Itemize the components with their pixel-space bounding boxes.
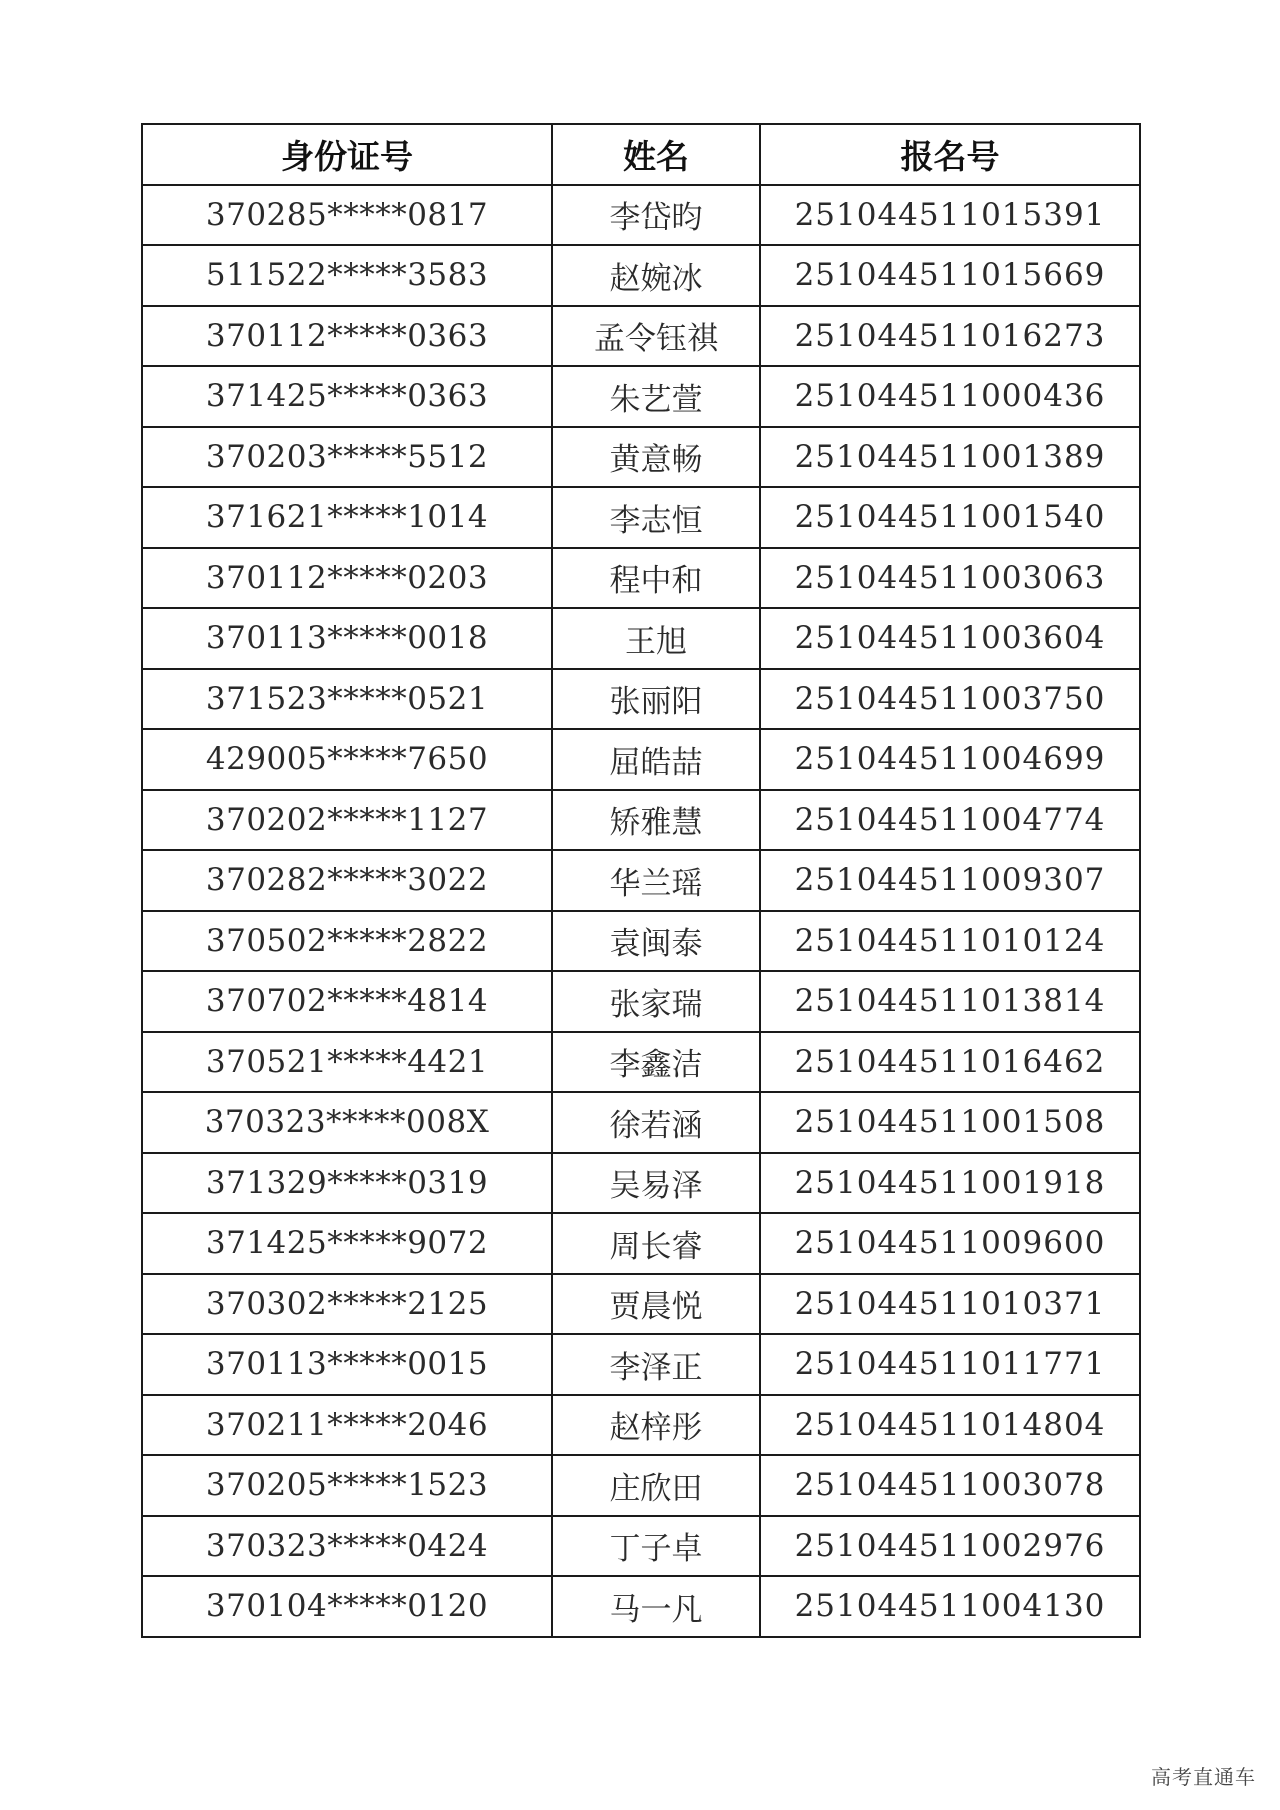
name-cell: 丁子卓 [552, 1516, 760, 1577]
name-cell: 李志恒 [552, 487, 760, 548]
name-cell: 孟令钰祺 [552, 306, 760, 367]
id-number-cell: 370323*****0424 [142, 1516, 552, 1577]
id-number-cell: 370285*****0817 [142, 185, 552, 246]
id-number-cell: 370502*****2822 [142, 911, 552, 972]
table-row [142, 1092, 1140, 1153]
table-header-row [142, 124, 1140, 185]
name-cell: 吴易泽 [552, 1153, 760, 1214]
name-cell: 庄欣田 [552, 1455, 760, 1516]
header-name: 姓名 [552, 124, 760, 185]
registration-number-cell: 251044511016462 [760, 1032, 1140, 1093]
registration-number-cell: 251044511003078 [760, 1455, 1140, 1516]
table-row [142, 1395, 1140, 1456]
registration-number-cell: 251044511010371 [760, 1274, 1140, 1335]
name-cell: 李岱昀 [552, 185, 760, 246]
id-number-cell: 371523*****0521 [142, 669, 552, 730]
table-row [142, 427, 1140, 488]
table-row [142, 1274, 1140, 1335]
id-number-cell: 370702*****4814 [142, 971, 552, 1032]
name-cell: 赵梓彤 [552, 1395, 760, 1456]
name-cell: 矫雅慧 [552, 790, 760, 851]
watermark: 高考直通车 [1151, 1765, 1256, 1789]
registration-number-cell: 251044511004774 [760, 790, 1140, 851]
name-cell: 黄意畅 [552, 427, 760, 488]
id-number-cell: 370302*****2125 [142, 1274, 552, 1335]
table-row [142, 1576, 1140, 1637]
header-registration-number: 报名号 [760, 124, 1140, 185]
table-row [142, 729, 1140, 790]
table-row [142, 850, 1140, 911]
id-number-cell: 370282*****3022 [142, 850, 552, 911]
name-cell: 华兰瑶 [552, 850, 760, 911]
name-cell: 张家瑞 [552, 971, 760, 1032]
id-number-cell: 370323*****008X [142, 1092, 552, 1153]
name-cell: 贾晨悦 [552, 1274, 760, 1335]
registration-number-cell: 251044511009307 [760, 850, 1140, 911]
registration-number-cell: 251044511000436 [760, 366, 1140, 427]
name-cell: 李泽正 [552, 1334, 760, 1395]
registration-number-cell: 251044511001918 [760, 1153, 1140, 1214]
registration-number-cell: 251044511014804 [760, 1395, 1140, 1456]
id-number-cell: 370211*****2046 [142, 1395, 552, 1456]
id-number-cell: 371329*****0319 [142, 1153, 552, 1214]
id-number-cell: 429005*****7650 [142, 729, 552, 790]
table-row [142, 911, 1140, 972]
registration-number-cell: 251044511001540 [760, 487, 1140, 548]
table-row [142, 366, 1140, 427]
name-cell: 赵婉冰 [552, 245, 760, 306]
id-number-cell: 370112*****0203 [142, 548, 552, 609]
id-number-cell: 370205*****1523 [142, 1455, 552, 1516]
id-number-cell: 370112*****0363 [142, 306, 552, 367]
candidate-table [141, 123, 1141, 1638]
registration-number-cell: 251044511003750 [760, 669, 1140, 730]
id-number-cell: 370113*****0018 [142, 608, 552, 669]
name-cell: 周长睿 [552, 1213, 760, 1274]
name-cell: 程中和 [552, 548, 760, 609]
table-row [142, 487, 1140, 548]
table-row [142, 306, 1140, 367]
table-body [142, 185, 1140, 1637]
id-number-cell: 370521*****4421 [142, 1032, 552, 1093]
id-number-cell: 371425*****9072 [142, 1213, 552, 1274]
table-row [142, 1455, 1140, 1516]
header-id-number: 身份证号 [142, 124, 552, 185]
registration-number-cell: 251044511015669 [760, 245, 1140, 306]
table-row [142, 669, 1140, 730]
registration-number-cell: 251044511003063 [760, 548, 1140, 609]
registration-number-cell: 251044511010124 [760, 911, 1140, 972]
registration-number-cell: 251044511003604 [760, 608, 1140, 669]
id-number-cell: 370202*****1127 [142, 790, 552, 851]
name-cell: 张丽阳 [552, 669, 760, 730]
table-row [142, 1334, 1140, 1395]
name-cell: 马一凡 [552, 1576, 760, 1637]
registration-number-cell: 251044511011771 [760, 1334, 1140, 1395]
table-row [142, 245, 1140, 306]
id-number-cell: 370203*****5512 [142, 427, 552, 488]
name-cell: 朱艺萱 [552, 366, 760, 427]
id-number-cell: 370113*****0015 [142, 1334, 552, 1395]
id-number-cell: 511522*****3583 [142, 245, 552, 306]
name-cell: 袁闽泰 [552, 911, 760, 972]
registration-number-cell: 251044511013814 [760, 971, 1140, 1032]
registration-number-cell: 251044511009600 [760, 1213, 1140, 1274]
registration-number-cell: 251044511001508 [760, 1092, 1140, 1153]
id-number-cell: 371425*****0363 [142, 366, 552, 427]
table-row [142, 1032, 1140, 1093]
registration-number-cell: 251044511016273 [760, 306, 1140, 367]
registration-number-cell: 251044511004130 [760, 1576, 1140, 1637]
name-cell: 徐若涵 [552, 1092, 760, 1153]
table-row [142, 608, 1140, 669]
table-row [142, 971, 1140, 1032]
table-row [142, 1153, 1140, 1214]
table-row [142, 1516, 1140, 1577]
registration-number-cell: 251044511002976 [760, 1516, 1140, 1577]
id-number-cell: 371621*****1014 [142, 487, 552, 548]
name-cell: 王旭 [552, 608, 760, 669]
registration-number-cell: 251044511001389 [760, 427, 1140, 488]
registration-number-cell: 251044511004699 [760, 729, 1140, 790]
registration-number-cell: 251044511015391 [760, 185, 1140, 246]
name-cell: 李鑫洁 [552, 1032, 760, 1093]
id-number-cell: 370104*****0120 [142, 1576, 552, 1637]
name-cell: 屈皓喆 [552, 729, 760, 790]
table-row [142, 1213, 1140, 1274]
table-row [142, 548, 1140, 609]
table-row [142, 185, 1140, 246]
table-row [142, 790, 1140, 851]
